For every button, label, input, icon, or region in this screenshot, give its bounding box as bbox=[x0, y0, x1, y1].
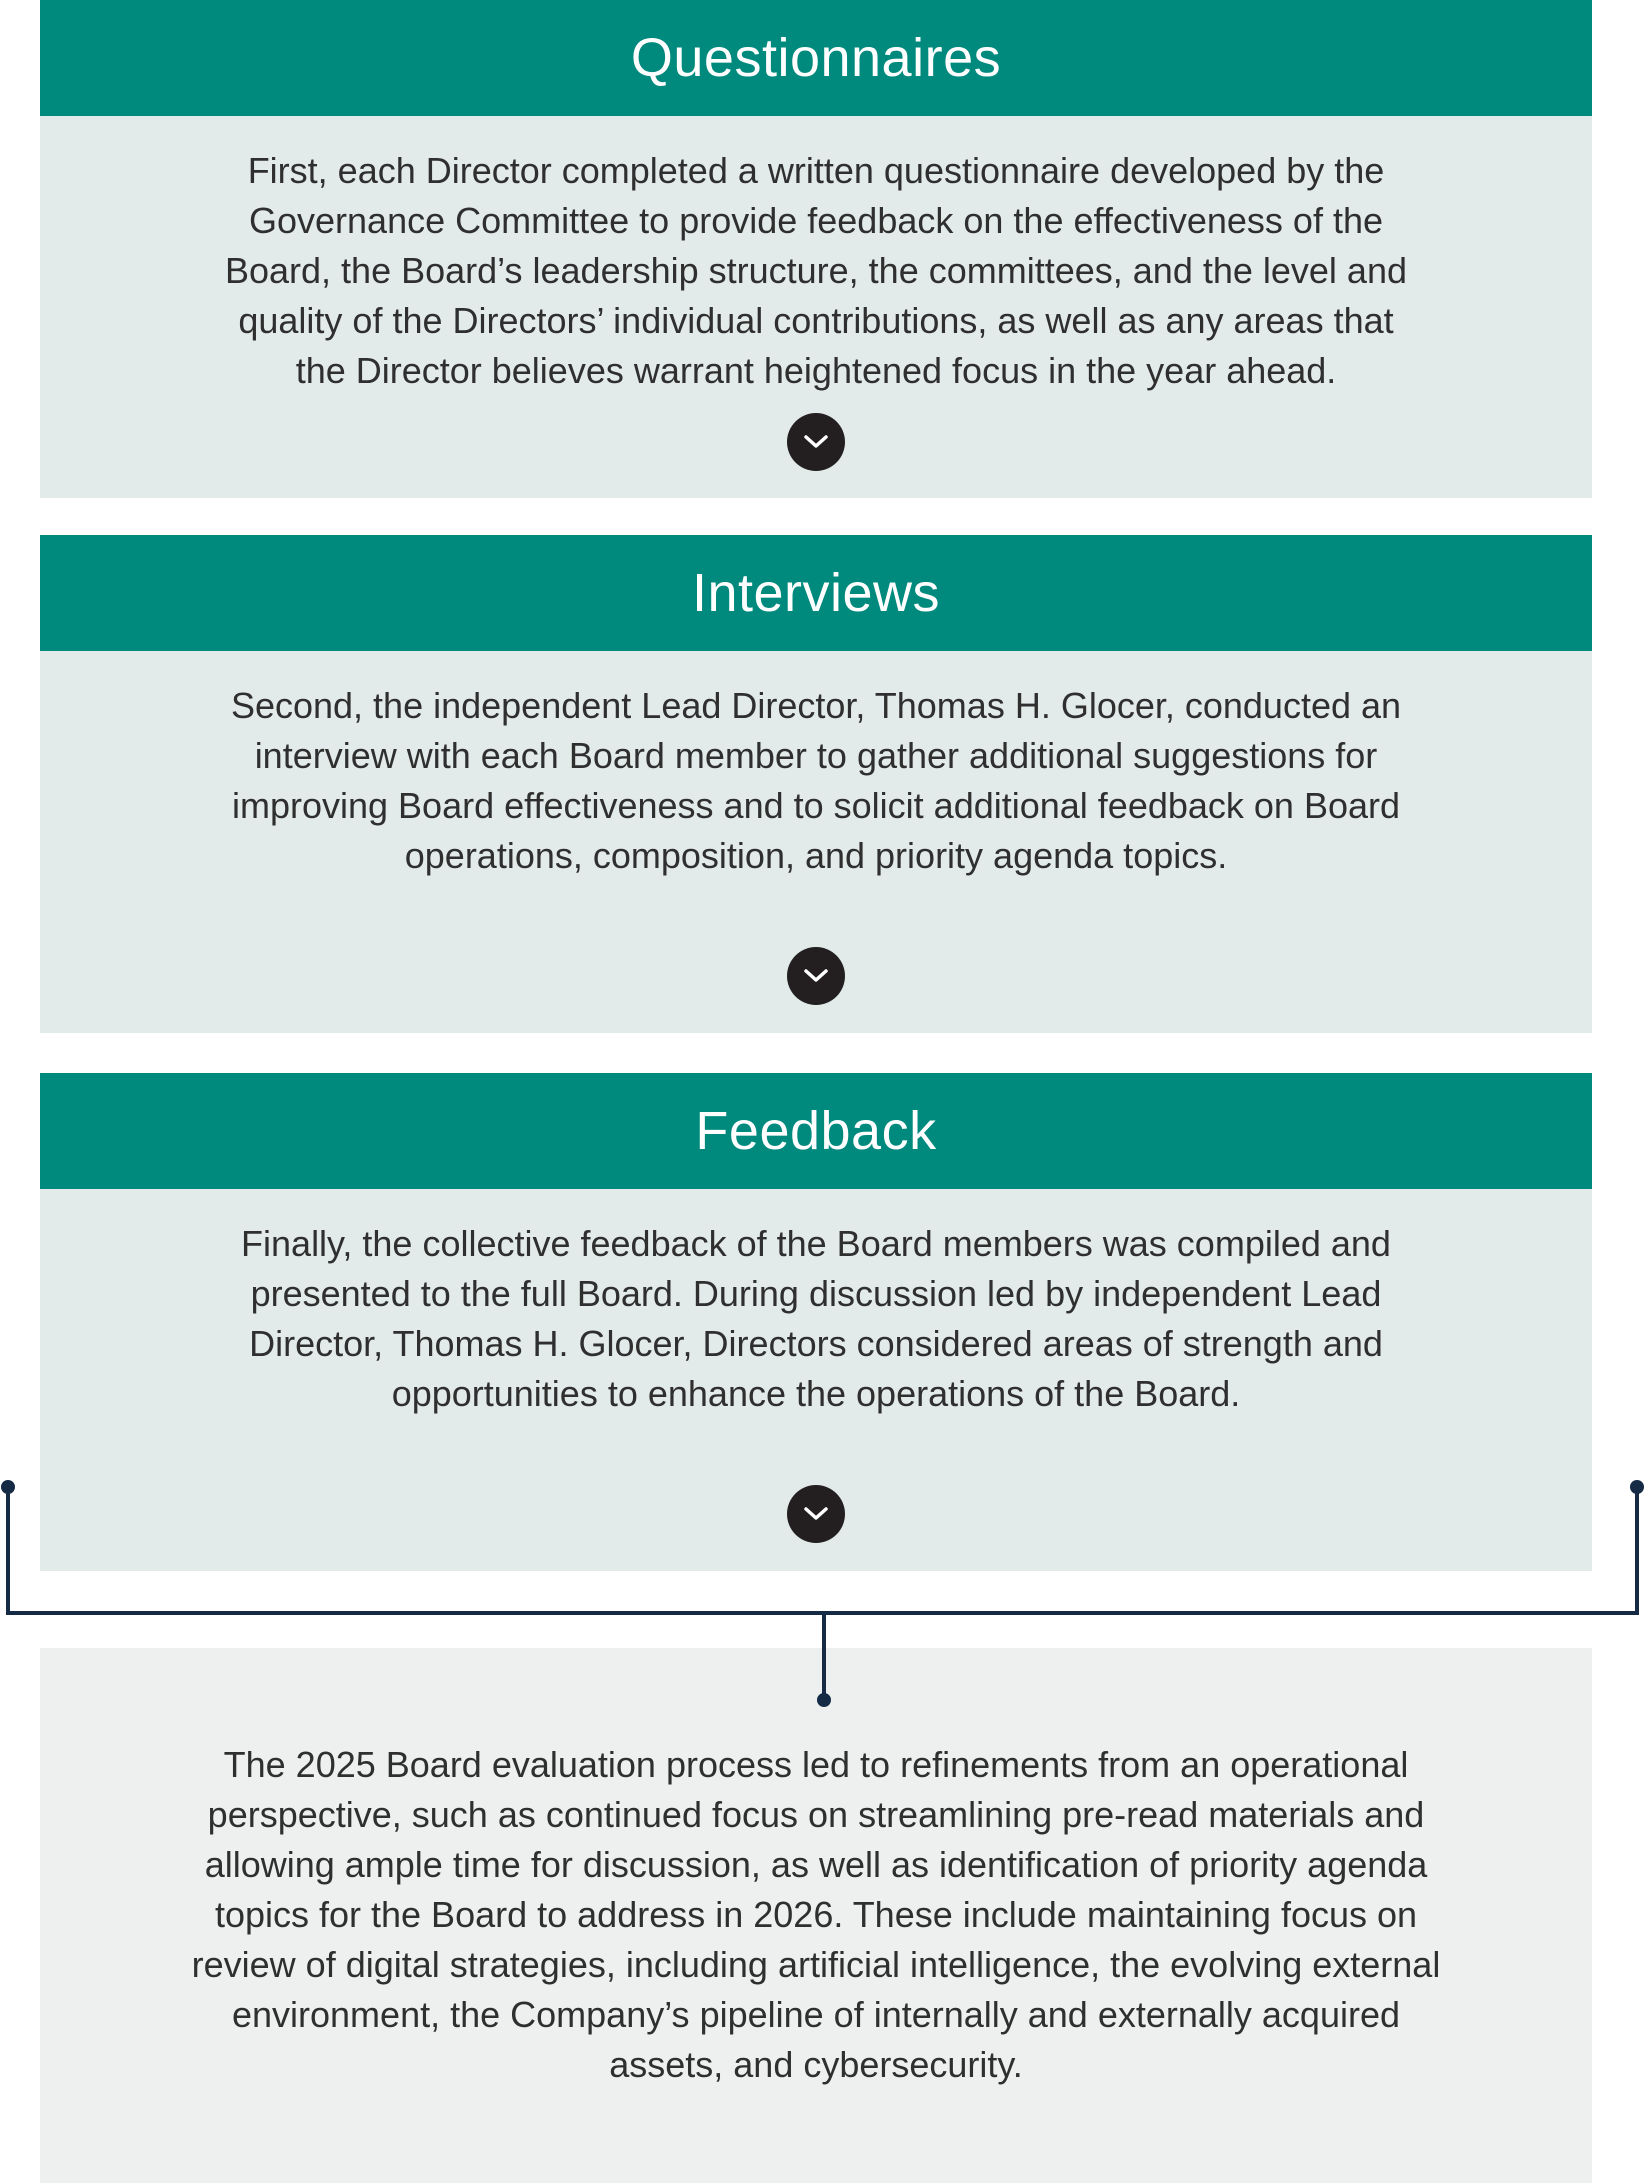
chevron-down-icon bbox=[787, 947, 845, 1005]
step-card-feedback bbox=[40, 1073, 1592, 1571]
text-line: assets, and cybersecurity. bbox=[609, 2044, 1023, 2085]
step-title: Questionnaires bbox=[40, 0, 1592, 116]
chevron-down-icon bbox=[787, 413, 845, 471]
text-line: topics for the Board to address in 2026. These include maintaining focus on bbox=[214, 1894, 1418, 1935]
step-description bbox=[40, 1189, 1592, 1419]
text-line: First, each Director completed a written questionnaire developed by the bbox=[247, 150, 1385, 191]
summary-box bbox=[40, 1648, 1592, 2183]
chevron-down-icon bbox=[787, 1485, 845, 1543]
step-title: Interviews bbox=[40, 535, 1592, 651]
text-line: Director, Thomas H. Glocer, Directors considered areas of strength and bbox=[249, 1323, 1383, 1364]
text-line: Board, the Board’s leadership structure, the committees, and the level and bbox=[224, 250, 1407, 291]
text-line: opportunities to enhance the operations of the Board. bbox=[391, 1373, 1241, 1414]
step-card-questionnaires bbox=[40, 0, 1592, 498]
text-line: Finally, the collective feedback of the Board members was compiled and bbox=[241, 1223, 1391, 1264]
summary-text bbox=[140, 1740, 1492, 2090]
step-title: Feedback bbox=[40, 1073, 1592, 1189]
step-description bbox=[40, 116, 1592, 396]
text-line: review of digital strategies, including artificial intelligence, the evolving external bbox=[191, 1944, 1441, 1985]
text-line: environment, the Company’s pipeline of internally and externally acquired bbox=[231, 1994, 1400, 2035]
text-line: presented to the full Board. During discussion led by independent Lead bbox=[250, 1273, 1382, 1314]
text-line: perspective, such as continued focus on streamlining pre-read materials and bbox=[207, 1794, 1425, 1835]
text-line: the Director believes warrant heightened focus in the year ahead. bbox=[295, 350, 1337, 391]
step-description bbox=[40, 651, 1592, 881]
text-line: Governance Committee to provide feedback on the effectiveness of the bbox=[249, 200, 1383, 241]
text-line: improving Board effectiveness and to solicit additional feedback on Board bbox=[231, 785, 1401, 826]
text-line: allowing ample time for discussion, as well as identification of priority agenda bbox=[204, 1844, 1428, 1885]
text-line: operations, composition, and priority agenda topics. bbox=[404, 835, 1228, 876]
text-line: The 2025 Board evaluation process led to refinements from an operational bbox=[223, 1744, 1409, 1785]
bracket-dot-right bbox=[1630, 1480, 1644, 1494]
step-card-interviews bbox=[40, 535, 1592, 1033]
text-line: Second, the independent Lead Director, Thomas H. Glocer, conducted an bbox=[230, 685, 1402, 726]
bracket-dot-left bbox=[1, 1480, 15, 1494]
text-line: quality of the Directors’ individual contributions, as well as any areas that bbox=[238, 300, 1394, 341]
text-line: interview with each Board member to gather additional suggestions for bbox=[254, 735, 1378, 776]
